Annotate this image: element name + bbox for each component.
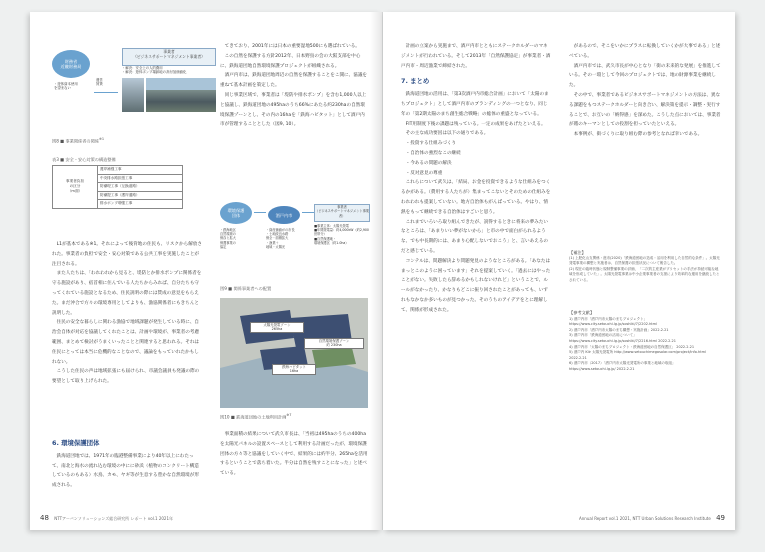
left-page	[30, 12, 382, 530]
paragraph: コンテルは、問題解決より問題発見のようなところがある。「あなたはまっとこのように困っています」それを提案していく。「過去にはやったことがない。失敗したら辞めるかもしれないけれど」ということで、ルールがなかったり、かなりもどこに振り回されたことがあっても、いずれもなかなか多いものが見つかった。そのうちのアイデアをとに理解して、関係が形成された。	[401, 258, 551, 313]
paragraph: があるので、そこをいかにプラスに転換していくかが大事である」と述べている。	[569, 44, 721, 59]
land-use-map	[220, 298, 368, 408]
paragraph: L1が基本である※1。それによって後背地の住民も、リスクから解放された。事業者の負担で安全・安心対策である公共工事を実施したことが注目される。	[52, 242, 202, 267]
left-folio	[40, 514, 173, 522]
measures-table	[52, 165, 183, 209]
figure-9	[220, 202, 370, 296]
folio-text: NTTアーバンソリューションズ総合研究所 レポート vol.1 2021年	[54, 516, 174, 521]
figure-10-sup: ※7	[286, 413, 292, 417]
table-cell: 排水ポンプ増強工事	[98, 200, 183, 209]
table-3	[52, 157, 202, 209]
operator-box-2: 事業者 （ビジネスサポートマネジメント事業者）	[314, 204, 370, 222]
figure-9-caption: 図9 ■ 関係事業者への配置	[220, 286, 272, 291]
table-cell: 中央排水路拡張工事	[98, 174, 183, 183]
paragraph: 鉄海道団地の活用は、「第3次酒戸内市総合計画」において「太陽のまちプロジェクト」として酒戸内市のブランディングの一つとなり、同じ年の「第2期太陽のまち創生総合戦略」の総体の重盛となっている。	[401, 92, 549, 117]
ref-item: 2) 酒戸内市「酒戸内市太陽のまち構想・実施計画」2022.2.21	[569, 327, 669, 332]
figure-8-sup: ※1	[98, 137, 105, 141]
operator-note-2: ■事業主体：太陽光発電 ■年間発電量：約4,000kW（約2,900世帯分） ■自然保護地・ 環境保護区（約1.0ha）	[314, 224, 369, 245]
site-photo	[146, 78, 216, 112]
references	[569, 310, 721, 373]
ref-item: 1) 酒戸内市「酒戸内市太陽のまちプロジェクト」 https://www.city.setouchi.lg.jp/soshiki/7/2202.html	[569, 316, 658, 327]
refs-title: 【参考文献】	[569, 310, 595, 315]
env-group-note: ・鉄海地区 自然環境の 保存と拡大 保護事業の 協定	[220, 228, 236, 249]
map-drawing	[220, 298, 368, 408]
map-label-habitat: 鉄海ハビタット 16ha	[272, 364, 316, 375]
paragraph: FIT用制度下後の課題は残っている。一定の成果をあげたといえる。	[405, 121, 546, 127]
section-7-title: 7. まとめ	[401, 77, 430, 86]
figure-8	[52, 48, 222, 144]
paragraph: また人たちは、「われわれから見ると、堤防とか排水ポンプに関係者を守る施設があり、宿首相に住んでいる人たちからみれば、自分たちも守ってくれている施設となるため、住民説明の際には賛成の意見をもらえた。まだ沖合で方々の環境専用としてよりも、漁協関係者にもきちんと説明した。	[52, 271, 202, 316]
paragraph: 事業面積の結果について武久市長は、「当初は495haのうちの400haを太陽光パネルの設置スペースとして利用する計画だったが、環境保護団体の方々等と協議をしていく中で、結果的には約半分、265haを活用するということで落ち着いた。半分は自然を残すことになった」と述べている。	[220, 432, 368, 477]
figure-10	[220, 298, 370, 424]
notes	[569, 250, 721, 284]
ref-item: 6) 酒戸内市（2017）「酒戸内市太陽光発電所の事業と地域の取組」 https://www.setouchi.lg.jp/ 2022.2.21	[569, 361, 676, 371]
table-cell: 防潮提工事（護岸通路）	[98, 191, 183, 200]
list-item: ・反対意見の尊重	[405, 170, 443, 176]
note-item: (2) 現在の臨時状態と規制整備事業の評価、「二次的主産業がプリセットの手法が持続可能な地域を形成していた」。太陽光発電事業は中小企業事業者の支援により効率的な運用を継続したとされている。	[569, 266, 720, 282]
ref-item: 5) 酒戸内 Kiir 太陽光発電所 http://www.setouchimegasolar.com/project/info.html 2022.2.21	[569, 350, 706, 360]
paragraph: 住民の安全な暮らしに関わる漁協で地域課題が発生している時に、自治会自体が対応を協議してくれたことは、計画や環境が、事業者の考慮範囲、まとめて検討がうまくいったことと関連すると思われる。それは住民にとっては本当に危機的なことなので、議論をもっていれたかもしれない。	[52, 320, 200, 365]
paragraph: これらについて武久は、「結局、お金を投資できるような仕組みをつくるかがある。（費用する人たちが）集まってこないとそのための仕組みをわれわれも提案していない。地方自治体もがんばっている。やはり、情熱をもって継続できる自治体はすごいと思う。	[401, 180, 551, 215]
right-col-1	[401, 42, 551, 316]
paragraph: その主な成功要因は以下の通りである。	[405, 131, 489, 137]
finance-bureau-note: ・遊休資本使用 を望まない	[54, 82, 78, 91]
section-6	[52, 437, 202, 491]
table-cell: 防潮堤工事（互換道路）	[98, 183, 183, 192]
flow-arrow	[94, 92, 118, 93]
paragraph: てきており、2001年には日本の重要湿地500にも選ばれている。	[224, 44, 360, 49]
paragraph: 酒戸内市は、鉄海道団地周辺の自然を保護することをこ開に、協議を重ねて基本計画を策定した。	[220, 73, 368, 89]
operator-box: 事業者 （ビジネスサポートマネジメント事業者）	[122, 48, 216, 66]
page-number: 49	[716, 514, 725, 522]
figure-8-photo-small	[122, 78, 144, 112]
right-col-2	[569, 42, 721, 140]
left-col-1	[52, 240, 202, 387]
table-row-header: 事業者負担 の区分 （m面）	[53, 166, 98, 209]
right-page	[383, 12, 735, 530]
env-group-oval: 環境保護 団体	[220, 202, 252, 224]
paragraph: 本事例が、街づくりに取り組む際の参考となれば幸いである。	[573, 132, 703, 138]
ref-item: 4) 酒戸内市「太陽のまちプロジェクト・鉄海道団地の自然保護区」 2022.2.21	[569, 344, 695, 349]
paragraph: こうした住民の声は地域拡張にも届けられ、市議会議員も発議の際の要望として取り上げられた。	[52, 369, 200, 385]
paragraph: 同じ事業区域で、事業者は「堤防や排水ポンプ」を含む1,000人以上と協議し、鉄海道団地の495haのうち66%にあたる約230haの自然環境保護ゾーンとし、その内の16haを「鉄海ハビタット」として酒戸内市が管理することとした（図9, 10）。	[220, 92, 367, 128]
city-oval: 酒戸内市	[268, 206, 300, 224]
list-item: ・投資する仕組みづくり	[405, 141, 457, 147]
figure-9-arrow	[254, 212, 266, 213]
paragraph: 計画の立案から実施まで、酒戸内市とともにステークホルダーのマネジメントが行われている。そして2013年「自然保護協定」が事業者・酒戸内市・周辺漁業で締結された。	[401, 44, 551, 69]
map-label-nature: 自然環境保護ゾーン 約 230ha	[304, 338, 364, 349]
city-note: ・資産価値がの市長 ・土地改良水路 保全・面積拡大 ・漁業＋ 地域・太陽光	[266, 228, 295, 249]
paragraph: その中で、事業者であるビジネスサポートマネジメントの方法は、異なる課題をもつステークホルダーと向き合い、解決策を提示・調整・実行することで、お互いの「納得感」を深めた。こうした点においては、事業者が賭のキーマンとしての役割を担っていたといえる。	[569, 92, 721, 128]
ref-item: 3) 酒戸内市「鉄海道団地の活用について」 https://www.city.setouchi.lg.jp/soshiki/7/2216.html 2022.2.21	[569, 333, 676, 343]
list-item: ・今あるの問題の解決	[405, 160, 452, 166]
paragraph: これまでいろいろ取り組んできたが、説得するときに将来の夢みたいなところは、「あまりいい夢がないから」と市の中で面白がられるような、でも中長期的には、あまり心配しないでおこう」と、言いあえるのだと感じている。	[401, 219, 549, 254]
page-number: 48	[40, 514, 49, 522]
table-cell: 護岸補強工事	[98, 166, 183, 175]
flow-arrow-label: 運営 賃貸	[96, 78, 103, 87]
paragraph: 酒戸内市では、武久市長が中心となり「街の未来的な発展」を推進している。その一環として今回のプロジェクトでは、地の財源事業を継続した。	[569, 63, 721, 89]
folio-text: Annual Report vol.1 2021, NTT Urban Solutions Research Institute	[579, 516, 711, 521]
paragraph: この自然を保護する方針2012年、日本野鳥の会の大阪支部を中心に、鉄海道団地自然環境保護プロジェクトが組織される。	[220, 53, 361, 69]
figure-9-arrow	[302, 212, 314, 213]
figure-8-caption: 図8 ■ 事業関係者の関係$^{※1}$	[52, 137, 105, 144]
notes-title: 【補注】	[569, 250, 586, 255]
section-6-title: 6. 環境保護団体	[52, 439, 100, 447]
note-item: (1) 上肥化山支関係・進市(2020)「鉄海道団地の造成・活用を利用した自然的な条件」。太陽光発電事業の構想と実施者は、自然保護の拡張状況について報告した。	[569, 255, 720, 266]
map-label-solar: 太陽光発電ゾーン 265ha	[250, 322, 304, 333]
list-item: ・自治体の強烈なこの継続	[405, 150, 461, 156]
paragraph: 鉄海道団地では、1971年の臨港整備事業により40年以上にわたって、南北と海水の流れ込む環境の中にに砂浜（植物のコンクリート構造しているのもある）水鳥、カモ、ヤギ等が生息する豊かな自然環境が形成される。	[52, 453, 199, 489]
left-col-2-bottom	[220, 430, 368, 479]
finance-bureau-oval: 財務省 近畿財務局	[52, 50, 90, 78]
figure-10-caption: 図10 ■ 鉄海道団地の土地利用計画$^{※7}$	[220, 413, 292, 420]
table-3-caption: 表3 ■ 安全・安心対策の構造整備	[52, 157, 116, 162]
operator-bullets: ・解決：安全上の人的費用 ・解決：遊休ポンプ場跡地の高付加価値化	[122, 66, 187, 75]
right-folio	[579, 514, 725, 522]
left-col-2	[220, 42, 368, 130]
